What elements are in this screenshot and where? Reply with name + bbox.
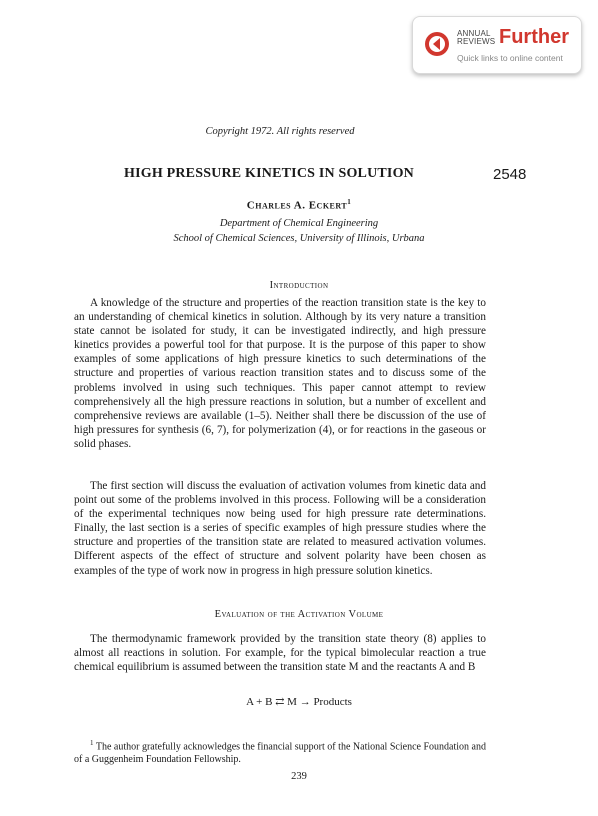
article-title: HIGH PRESSURE KINETICS IN SOLUTION [124,166,414,181]
article-id: 2548 [493,166,527,183]
brand-further: Further [499,26,569,48]
paragraph-intro-2 [74,479,486,578]
section-heading-evaluation: Evaluation of the Activation Volume [214,609,384,620]
affiliation-school: School of Chemical Sciences, University of Illinois, Urbana [173,233,425,244]
paragraph-text: The thermodynamic framework provided by the transition state theory (8) applies to almost all reactions in solution. For example, for the typical bimolecular reaction a true chemical equilibrium is assumed between the transition state M and the reactants A and B [74,633,486,674]
author-footnote-mark: 1 [347,198,352,206]
author-name: Charles A. Eckert [246,199,348,212]
paragraph-intro-1 [74,296,486,451]
section-heading-introduction: Introduction [269,280,329,291]
footnote-mark: 1 [90,739,94,747]
annual-reviews-further-badge[interactable] [412,16,582,74]
badge-tagline: Quick links to online content [457,53,563,63]
brand-line-annual: ANNUAL [457,29,491,38]
affiliation-department: Department of Chemical Engineering [219,218,379,229]
copyright-notice [0,126,560,137]
paragraph-text: A knowledge of the structure and properties of the reaction transition state is the key to an understanding of chemical kinetics in solution. Although by its very nature a transition state cannot be isolated for study, it can be investigated indirectly, and high pressure kinetics provides a powerful tool for that purpose. It is the purpose of this paper to show examples of some applications of high pressure kinetics to such determinations of the structure and properties of various reaction transition states and to discuss some of the problems involved in using such techniques. This paper cannot attempt to review comprehensively all the high pressure reactions in solution, but a number of excellent and comprehensive reviews are available (1–5). Neither shall there be discussion of the use of high pressures for synthesis (6, 7), for polymerization (4), or for reactions in the gaseous or solid phases. [74,297,486,450]
paragraph-eval-1 [74,632,486,674]
footnote-text-wrap [74,737,486,766]
copyright-text: Copyright 1972. All rights reserved [205,126,355,137]
paragraph-text: The first section will discuss the evaluation of activation volumes from kinetic data and point out some of the problems involved in this process. Following will be a consideration of the experimental techniques now being used for high pressure rate determinations. Finally, the last section is a series of specific examples of high pressure studies where the structure and properties of the transition state are related to measured activation volumes. Different aspects of the effect of structure and solvent polarity have been chosen as examples of the type of work now in progress in high pressure solution kinetics. [74,480,486,577]
annual-reviews-logo-icon [424,31,450,57]
reaction-equation: A + B ⇄ M → Products [246,696,352,708]
author-line [0,198,598,212]
page-number: 239 [291,771,307,782]
footnote-text: The author gratefully acknowledges the financial support of the National Science Foundation and of a Guggenheim Foundation Fellowship. [74,741,486,766]
footnote [74,737,486,766]
brand-line-reviews: REVIEWS [457,37,496,46]
brand-annual-reviews [457,30,499,46]
